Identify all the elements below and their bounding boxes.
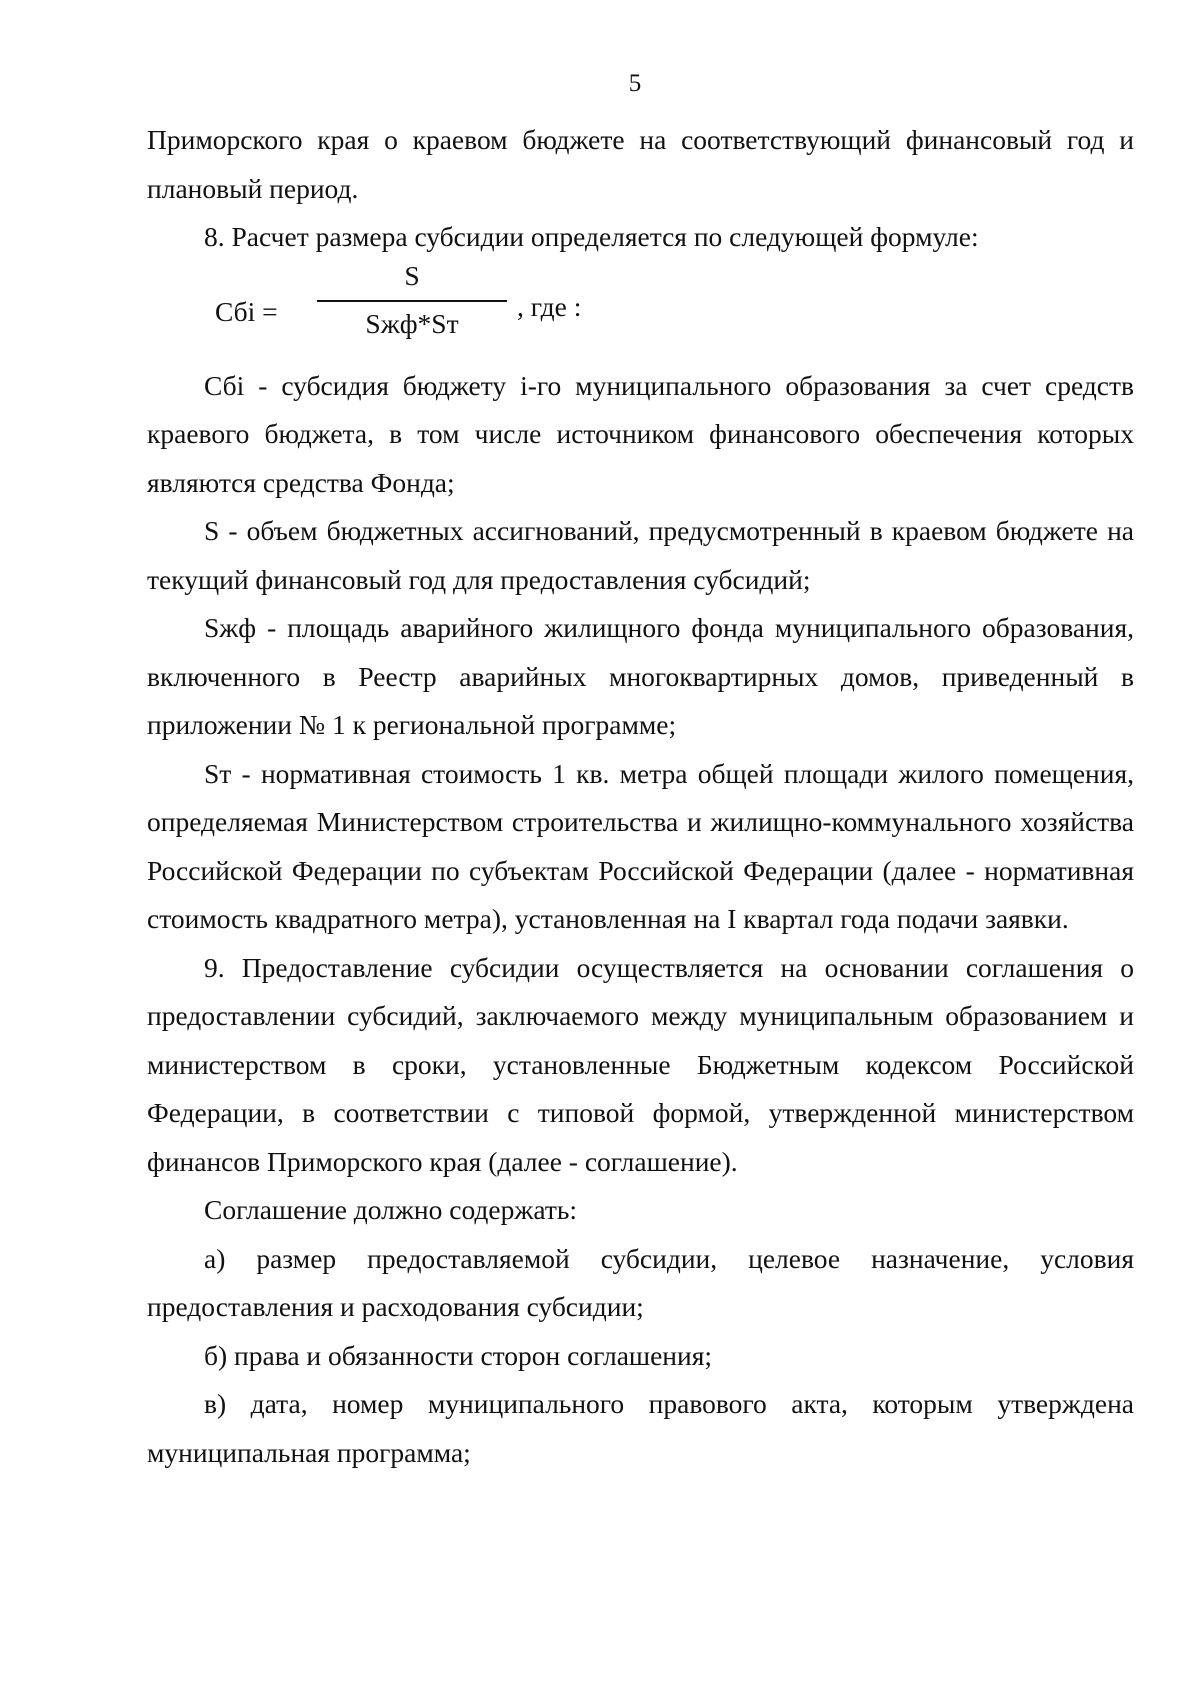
subsidy-formula: [147, 259, 1134, 362]
definition-s: S - объем бюджетных ассигнований, предусмотренный в краевом бюджете на текущий финансовый год для предоставления субсидий;: [147, 515, 1134, 595]
definition-sbi: Сбi - субсидия бюджету i-го муниципального образования за счет средств краевого бюджета, в том числе источником финансового обеспечения которых являются средства Фонда;: [147, 369, 1134, 498]
page-number: 5: [628, 70, 642, 97]
fraction-bar: [317, 300, 507, 302]
paragraph-continuation: Приморского края о краевом бюджете на соответствующий финансовый год и плановый период.: [147, 124, 1134, 204]
definition-st: Sт - нормативная стоимость 1 кв. метра общей площади жилого помещения, определяемая Министерством строительства и жилищно-коммунального хозяйства Российской Федерации по субъектам Российской Федерации (далее - нормативная стоимость квадратного метра), установленная на I квартал года подачи заявки.: [147, 757, 1134, 934]
definition-szhf: Sжф - площадь аварийного жилищного фонда муниципального образования, включенного в Реестр аварийных многоквартирных домов, приведенный в приложении № 1 к региональной программе;: [147, 612, 1134, 740]
paragraph-8-intro: 8. Расчет размера субсидии определяется по следующей формуле:: [204, 221, 979, 252]
agreement-item-v: в) дата, номер муниципального правового акта, которым утверждена муниципальная программа;: [147, 1388, 1134, 1468]
formula-numerator: S: [404, 259, 420, 291]
formula-tail: , где :: [517, 290, 582, 322]
document-body: [147, 116, 1134, 1477]
paragraph-9: 9. Предоставление субсидии осуществляется на основании соглашения о предоставлении субсидий, заключаемого между муниципальным образованием и министерством в сроки, установленные Бюджетным кодексом Российской Федерации, в соответствии с типовой формой, утвержденной министерством финансов Приморского края (далее - соглашение).: [147, 951, 1134, 1177]
agreement-item-b: б) права и обязанности сторон соглашения;: [204, 1339, 713, 1371]
formula-lhs: Сбi =: [215, 295, 278, 327]
formula-denominator: Sжф*Sт: [365, 307, 459, 339]
agreement-item-a: а) размер предоставляемой субсидии, целевое назначение, условия предоставления и расходования субсидии;: [147, 1242, 1134, 1322]
agreement-contents-intro: Соглашение должно содержать:: [204, 1194, 578, 1225]
